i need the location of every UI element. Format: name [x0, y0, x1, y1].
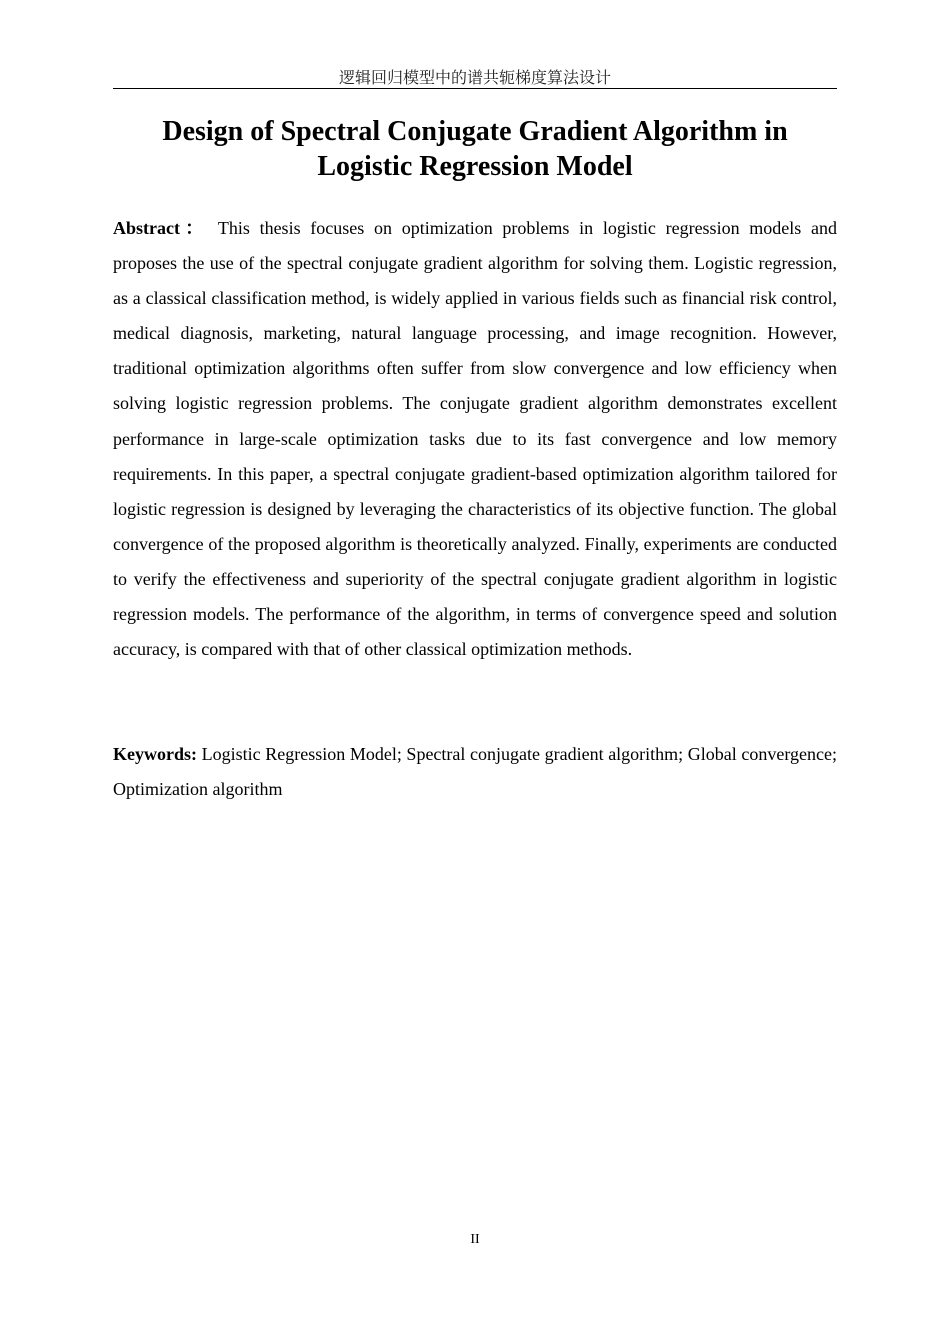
keywords-text: Logistic Regression Model; Spectral conjugate gradient algorithm; Global convergence; Optimization algorithm	[113, 744, 838, 799]
abstract-text: This thesis focuses on optimization problems in logistic regression models and proposes the use of the spectral conjugate gradient algorithm for solving them. Logistic regression, as a classical classification method, is widely applied in various fields such as financial risk control, medical diagnosis, marketing, natural language processing, and image recognition. However, traditional optimization algorithms often suffer from slow convergence and low efficiency when solving logistic regression problems. The conjugate gradient algorithm demonstrates excellent performance in large-scale optimization tasks due to its fast convergence and low memory requirements. In this paper, a spectral conjugate gradient-based optimization algorithm tailored for logistic regression is designed by leveraging the characteristics of its objective function. The global convergence of the proposed algorithm is theoretically analyzed. Finally, experiments are conducted to verify the effectiveness and superiority of the spectral conjugate gradient algorithm in logistic regression models. The performance of the algorithm, in terms of convergence speed and solution accuracy, is compared with that of other classical optimization methods.	[113, 218, 838, 660]
keywords-paragraph	[113, 737, 837, 807]
abstract-paragraph	[113, 211, 837, 667]
paper-title	[113, 114, 837, 184]
title-line-2: Logistic Regression Model	[317, 151, 633, 182]
running-header: 逻辑回归模型中的谱共轭梯度算法设计	[113, 68, 837, 89]
keywords-label: Keywords:	[113, 744, 197, 764]
page-number: II	[470, 1232, 480, 1247]
abstract-label: Abstract：	[113, 218, 209, 238]
title-line-1: Design of Spectral Conjugate Gradient Algorithm in	[162, 116, 788, 147]
